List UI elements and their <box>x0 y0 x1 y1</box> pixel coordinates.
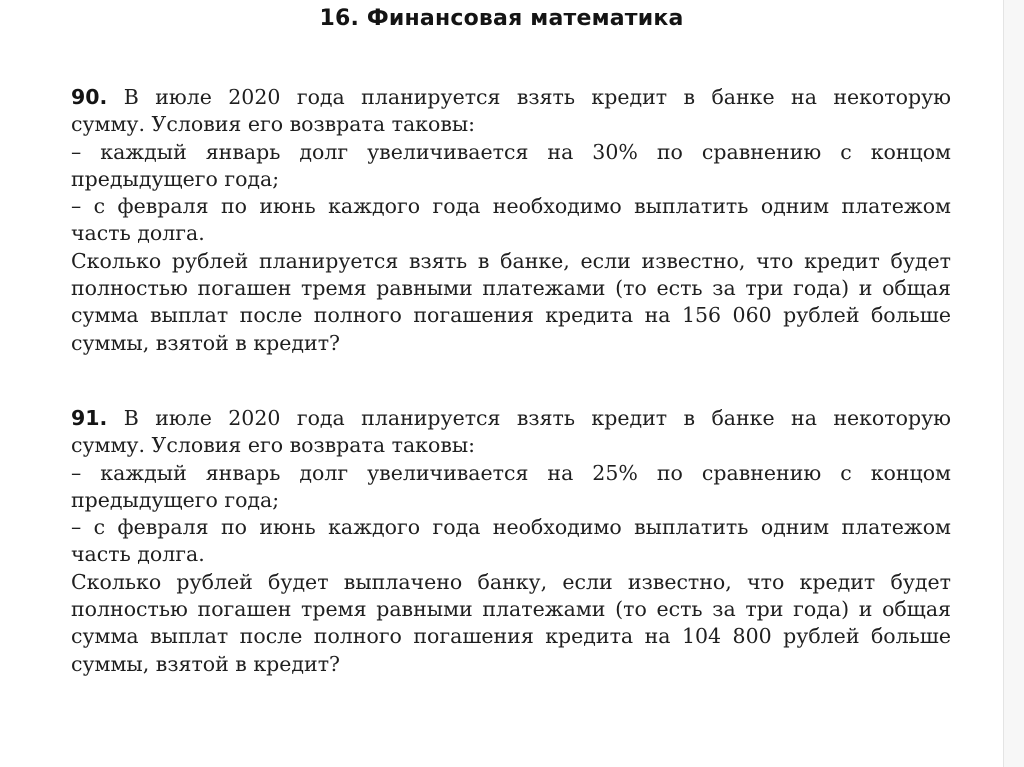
problem-line: суммы, взятой в кредит? <box>71 651 341 676</box>
problem-90 <box>71 84 951 357</box>
page-title: 16. Финансовая математика <box>319 6 684 31</box>
problem-line: – каждый январь долг увеличивается на 30% по сравнению с концом <box>71 139 951 164</box>
problem-91 <box>71 405 951 678</box>
problem-line: сумму. Условия его возврата таковы: <box>71 112 476 137</box>
problem-line: полностью погашен тремя равными платежами (то есть за три года) и общая <box>71 276 951 301</box>
problem-line: Сколько рублей планируется взять в банке, если известно, что кредит будет <box>71 248 951 273</box>
problem-line: сумма выплат после полного погашения кредита на 156 060 рублей больше <box>71 303 951 328</box>
problem-number: 90. <box>71 85 108 109</box>
problem-line: суммы, взятой в кредит? <box>71 330 341 355</box>
problem-number: 91. <box>71 406 108 430</box>
problem-line: – каждый январь долг увеличивается на 25% по сравнению с концом <box>71 460 951 485</box>
problem-line: предыдущего года; <box>71 166 280 191</box>
problem-line: часть долга. <box>71 542 205 567</box>
problem-line: предыдущего года; <box>71 487 280 512</box>
problem-line: сумма выплат после полного погашения кредита на 104 800 рублей больше <box>71 624 951 649</box>
problem-line: – с февраля по июнь каждого года необходимо выплатить одним платежом <box>71 194 951 219</box>
problem-line: часть долга. <box>71 221 205 246</box>
problem-line <box>71 405 951 432</box>
page-edge <box>1003 0 1024 767</box>
problem-line: – с февраля по июнь каждого года необходимо выплатить одним платежом <box>71 515 951 540</box>
problem-line: сумму. Условия его возврата таковы: <box>71 433 476 458</box>
problem-line <box>71 84 951 111</box>
problem-line: Сколько рублей будет выплачено банку, если известно, что кредит будет <box>71 569 951 594</box>
problem-line: полностью погашен тремя равными платежами (то есть за три года) и общая <box>71 597 951 622</box>
problem-text: В июле 2020 года планируется взять кредит в банке на некоторую <box>123 406 951 430</box>
problem-text: В июле 2020 года планируется взять кредит в банке на некоторую <box>123 85 951 109</box>
